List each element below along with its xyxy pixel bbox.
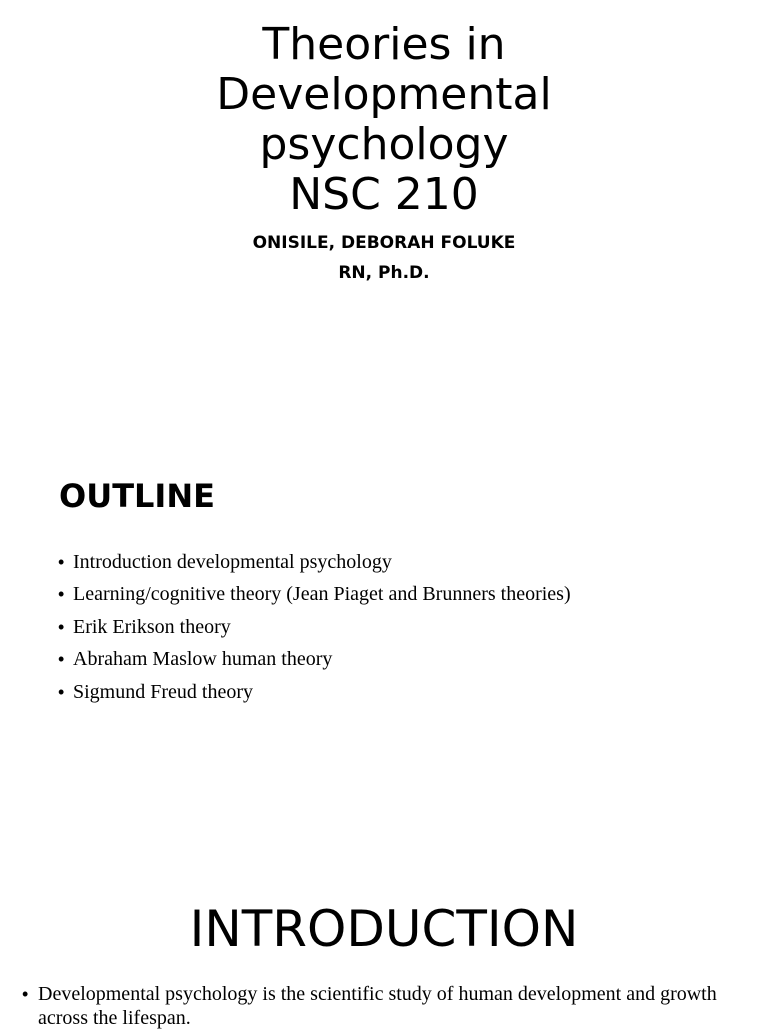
intro-heading: INTRODUCTION [189, 900, 579, 958]
list-item-text: Learning/cognitive theory (Jean Piaget and Brunners theories) [73, 583, 571, 606]
bullet-icon: • [58, 649, 65, 670]
bullet-icon: • [22, 984, 29, 1004]
intro-paragraph: Developmental psychology is the scientific study of human development and growth across the lifespan. [38, 983, 717, 1029]
title-line: Theories in [262, 19, 506, 70]
title-line: Developmental [216, 69, 552, 120]
bullet-icon: • [58, 584, 65, 605]
bullet-icon: • [58, 552, 65, 572]
title-line: NSC 210 [289, 169, 479, 220]
slide-title [0, 20, 768, 220]
list-item [58, 643, 571, 675]
outline-heading: OUTLINE [59, 477, 215, 515]
author-name: ONISILE, DEBORAH FOLUKE [252, 233, 516, 253]
list-item-text: Abraham Maslow human theory [73, 648, 333, 671]
author-credentials: RN, Ph.D. [338, 263, 430, 283]
outline-list [58, 546, 571, 708]
bullet-icon: • [58, 681, 65, 702]
list-item [58, 611, 571, 643]
list-item-text: Sigmund Freud theory [73, 680, 253, 703]
title-slide [0, 0, 768, 384]
title-line: psychology [259, 119, 509, 170]
slide-subtitle [0, 228, 768, 288]
list-item [58, 676, 571, 708]
bullet-icon: • [58, 616, 65, 637]
list-item-text: Introduction developmental psychology [73, 551, 392, 573]
list-item [58, 578, 571, 610]
intro-body [22, 982, 742, 1030]
list-item-text: Erik Erikson theory [73, 615, 231, 638]
list-item [58, 546, 571, 578]
